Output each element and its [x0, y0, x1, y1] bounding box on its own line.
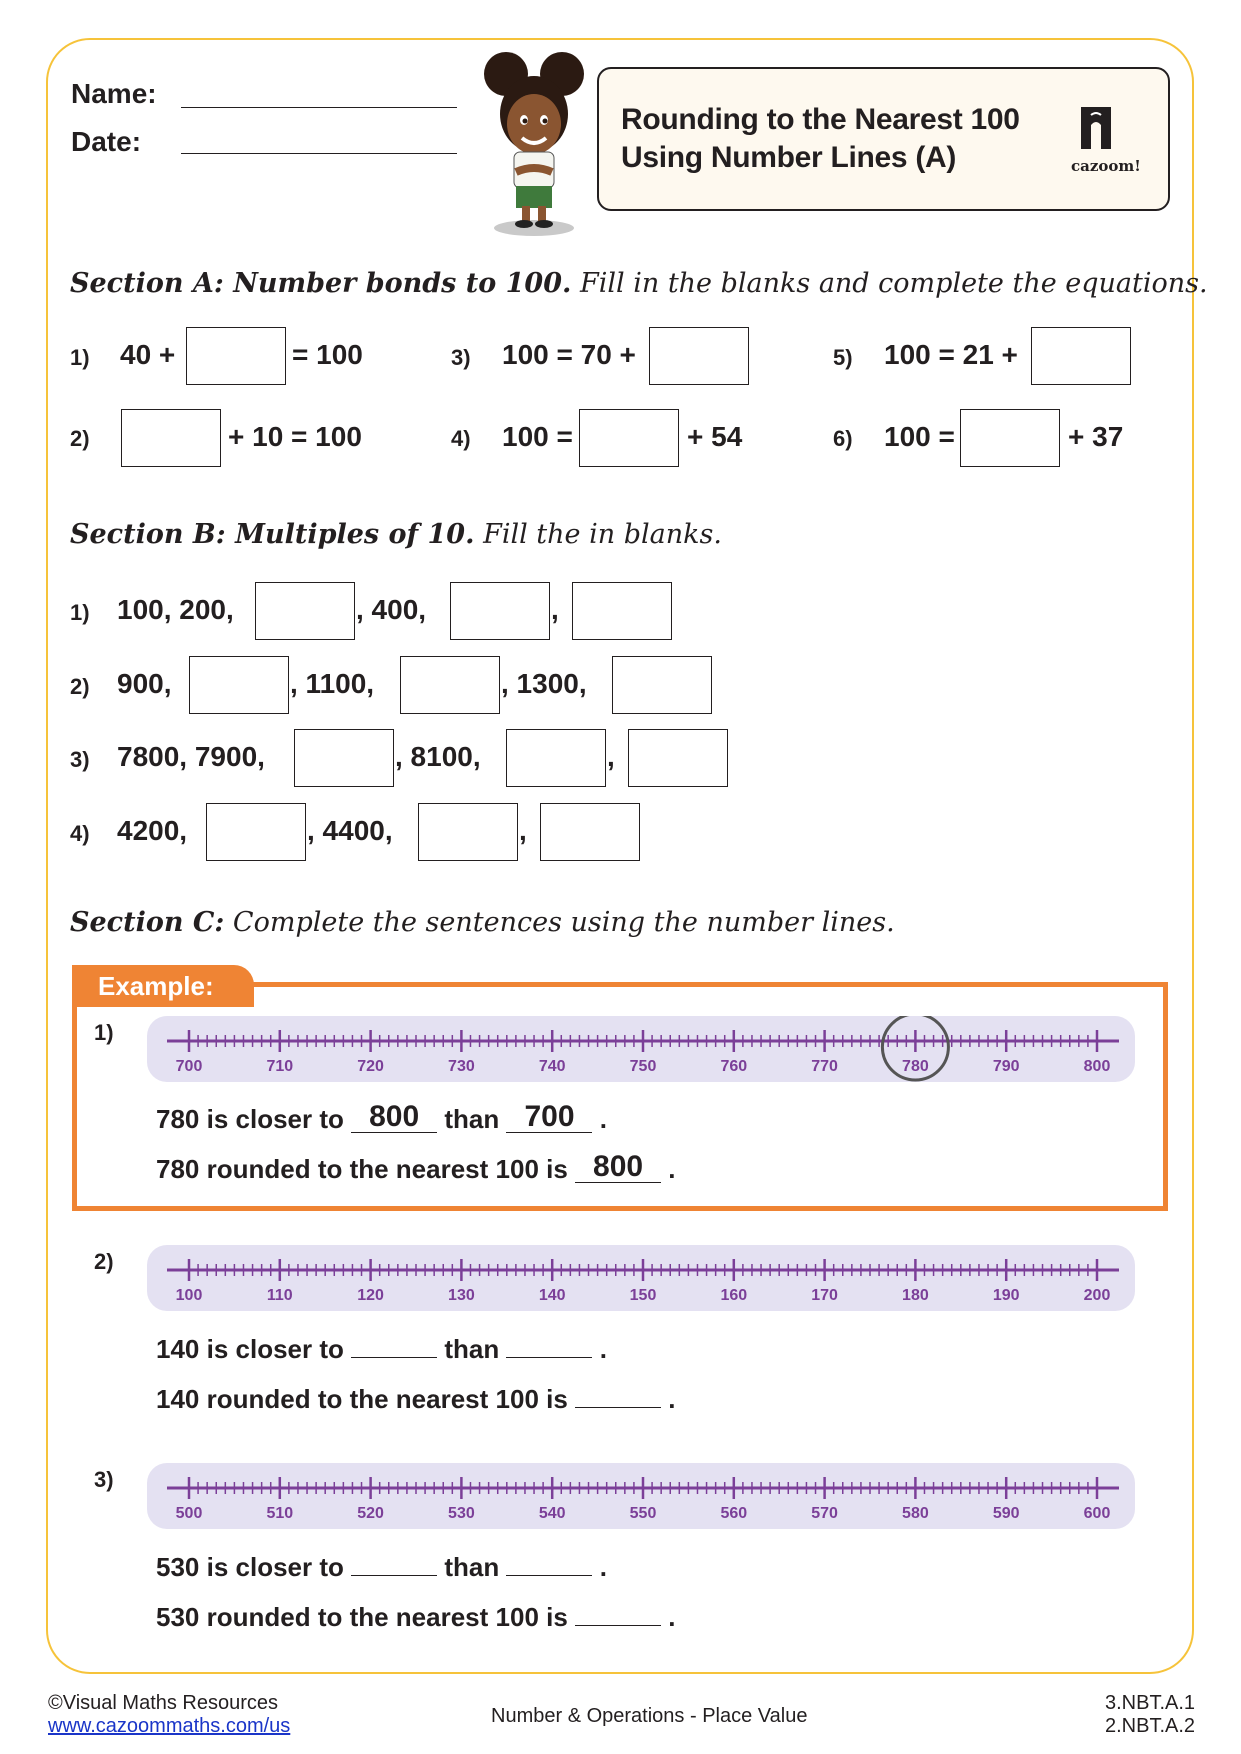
- sentence-closer: 530 is closer to than .: [156, 1552, 607, 1582]
- answer-box[interactable]: [400, 656, 500, 714]
- question-number: 2): [94, 1249, 114, 1274]
- tick-label: 740: [538, 1058, 566, 1075]
- tick-label: 160: [720, 1287, 748, 1304]
- worksheet-title-line2: Using Number Lines (A): [621, 141, 957, 174]
- sequence-text: ,: [607, 741, 615, 772]
- tick-label: 540: [538, 1505, 566, 1522]
- answer-box[interactable]: [1031, 327, 1131, 385]
- answer-box[interactable]: [572, 582, 672, 640]
- tick-label: 730: [448, 1058, 475, 1075]
- tick-label: 190: [992, 1287, 1020, 1304]
- answer-box[interactable]: [579, 409, 679, 467]
- answer-box[interactable]: [540, 803, 640, 861]
- tick-label: 140: [538, 1287, 566, 1304]
- sequence-text: , 400,: [356, 594, 427, 625]
- question-number: 2): [70, 426, 90, 451]
- equation-text: 100 =: [884, 421, 955, 452]
- answer-box[interactable]: [121, 409, 221, 467]
- tick-label: 710: [266, 1058, 294, 1075]
- answer-box[interactable]: [506, 729, 606, 787]
- sequence-text: , 1300,: [501, 668, 587, 699]
- tick-label: 130: [448, 1287, 475, 1304]
- answer-rounded[interactable]: [575, 1601, 661, 1626]
- tick-label: 150: [629, 1287, 657, 1304]
- tick-label: 510: [266, 1505, 294, 1522]
- tick-label: 560: [720, 1505, 748, 1522]
- tick-label: 580: [902, 1505, 929, 1522]
- question-number: 1): [70, 600, 90, 625]
- date-field[interactable]: [181, 153, 457, 154]
- tick-label: 790: [992, 1058, 1020, 1075]
- equation-text: 40 +: [120, 339, 176, 370]
- answer-box[interactable]: [628, 729, 728, 787]
- footer-standard: 3.NBT.A.1: [1105, 1692, 1196, 1714]
- title-box: [597, 67, 1170, 211]
- section-a-heading: Section A: Number bonds to 100. Fill in the blanks and complete the equations.: [70, 268, 1208, 299]
- answer-rounded[interactable]: [575, 1383, 661, 1408]
- number-line-2: [147, 1245, 1135, 1311]
- tick-label: 570: [811, 1505, 838, 1522]
- tick-label: 720: [357, 1058, 384, 1075]
- tick-label: 750: [629, 1058, 657, 1075]
- sequence-text: , 1100,: [290, 668, 375, 699]
- tick-label: 170: [811, 1287, 838, 1304]
- equation-text: + 37: [1068, 421, 1124, 452]
- answer-box[interactable]: [189, 656, 289, 714]
- tick-label: 110: [266, 1287, 293, 1304]
- sequence-text: , 4400,: [307, 815, 393, 846]
- question-number: 3): [70, 747, 90, 772]
- worksheet-title-line1: Rounding to the Nearest 100: [621, 103, 1020, 136]
- sequence-text: 4200,: [117, 815, 188, 846]
- question-number: 2): [70, 674, 90, 699]
- sentence-closer: 140 is closer to than .: [156, 1334, 607, 1364]
- date-label: Date:: [71, 126, 142, 157]
- section-c-heading: Section C: Complete the sentences using the number lines.: [70, 907, 895, 938]
- sentence-rounded: 530 rounded to the nearest 100 is .: [156, 1602, 676, 1632]
- tick-label: 100: [175, 1287, 203, 1304]
- tick-label: 760: [720, 1058, 748, 1075]
- tick-label: 180: [902, 1287, 929, 1304]
- number-line-1: [147, 1016, 1135, 1082]
- equation-text: 100 = 21 +: [884, 339, 1018, 370]
- name-field[interactable]: [181, 107, 457, 108]
- number-line-3: [147, 1463, 1135, 1529]
- answer-box[interactable]: [186, 327, 286, 385]
- sequence-text: , 8100,: [395, 741, 481, 772]
- footer-copyright: ©Visual Maths Resources: [48, 1692, 279, 1714]
- tick-label: 520: [357, 1505, 384, 1522]
- answer-box[interactable]: [206, 803, 306, 861]
- girl-character-illustration: [470, 48, 600, 240]
- tick-label: 120: [357, 1287, 384, 1304]
- cazoom-logo-icon: [1079, 105, 1113, 151]
- section-b-heading: Section B: Multiples of 10. Fill the in blanks.: [70, 519, 722, 550]
- tick-label: 800: [1083, 1058, 1111, 1075]
- tick-label: 590: [992, 1505, 1020, 1522]
- cazoom-logo-text: cazoom!: [1071, 157, 1141, 175]
- question-number: 4): [70, 821, 90, 846]
- question-number: 6): [833, 426, 853, 451]
- answer-box[interactable]: [612, 656, 712, 714]
- answer-closer[interactable]: [351, 1333, 437, 1358]
- answer-than[interactable]: [506, 1551, 592, 1576]
- equation-text: 100 =: [502, 421, 573, 452]
- answer-box[interactable]: [418, 803, 518, 861]
- question-number: 5): [833, 345, 853, 370]
- answer-box[interactable]: [255, 582, 355, 640]
- answer-rounded[interactable]: 800: [575, 1152, 661, 1183]
- sequence-text: 100, 200,: [117, 594, 234, 625]
- sentence-closer: 780 is closer to 800 than 700 .: [156, 1100, 607, 1134]
- question-number: 4): [451, 426, 471, 451]
- example-label: Example:: [72, 965, 254, 1007]
- sequence-text: 7800, 7900,: [117, 741, 265, 772]
- equation-text: + 10 = 100: [228, 421, 362, 452]
- sequence-text: ,: [519, 815, 527, 846]
- equation-text: 100 = 70 +: [502, 339, 636, 370]
- answer-box[interactable]: [960, 409, 1060, 467]
- answer-box[interactable]: [294, 729, 394, 787]
- answer-than[interactable]: [506, 1333, 592, 1358]
- sequence-text: ,: [551, 594, 559, 625]
- tick-label: 530: [448, 1505, 475, 1522]
- question-number: 1): [94, 1020, 114, 1045]
- sentence-rounded: 140 rounded to the nearest 100 is .: [156, 1384, 676, 1414]
- question-number: 1): [70, 345, 90, 370]
- tick-label: 500: [175, 1505, 203, 1522]
- question-number: 3): [94, 1467, 114, 1492]
- name-label: Name:: [71, 78, 157, 109]
- tick-label: 200: [1083, 1287, 1111, 1304]
- answer-closer[interactable]: [351, 1551, 437, 1576]
- tick-label: 600: [1083, 1505, 1111, 1522]
- answer-closer[interactable]: 800: [351, 1102, 437, 1133]
- answer-box[interactable]: [649, 327, 749, 385]
- footer-link[interactable]: www.cazoommaths.com/us: [48, 1715, 291, 1737]
- footer-standard: 2.NBT.A.2: [1105, 1715, 1196, 1737]
- answer-box[interactable]: [450, 582, 550, 640]
- equation-text: + 54: [687, 421, 743, 452]
- sentence-rounded: 780 rounded to the nearest 100 is 800 .: [156, 1150, 676, 1184]
- sequence-text: 900,: [117, 668, 172, 699]
- equation-text: = 100: [292, 339, 363, 370]
- tick-label: 780: [902, 1058, 929, 1075]
- tick-label: 550: [629, 1505, 657, 1522]
- question-number: 3): [451, 345, 471, 370]
- answer-than[interactable]: 700: [506, 1102, 592, 1133]
- footer-topic: Number & Operations - Place Value: [491, 1705, 808, 1727]
- tick-label: 700: [175, 1058, 203, 1075]
- tick-label: 770: [811, 1058, 838, 1075]
